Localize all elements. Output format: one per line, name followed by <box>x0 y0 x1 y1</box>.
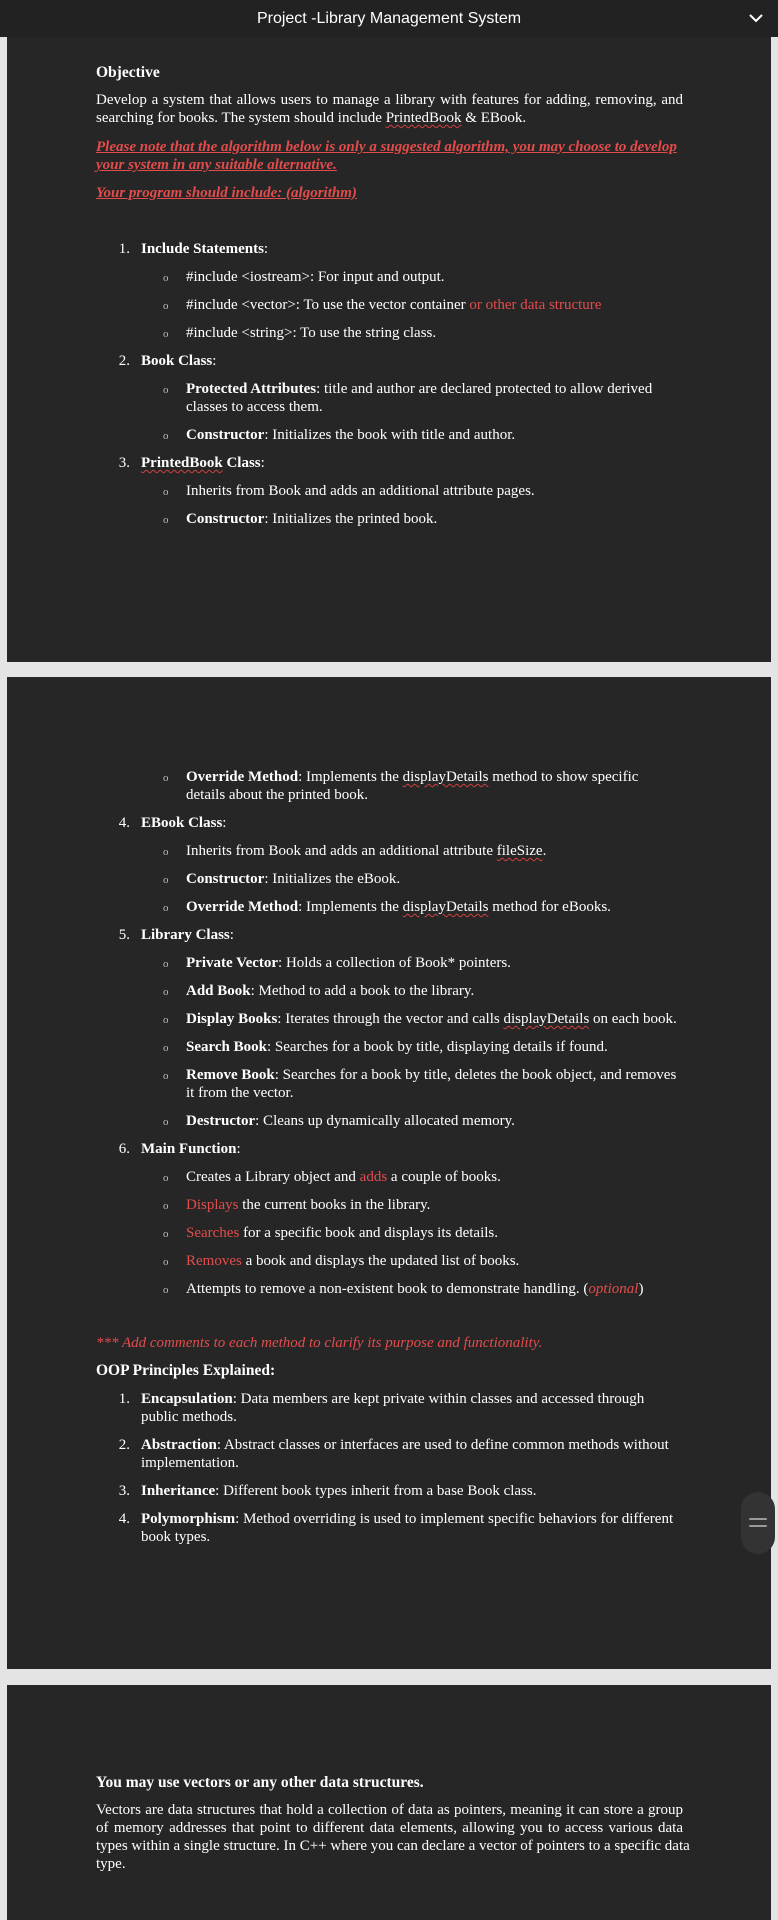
bullet: o <box>163 1116 169 1128</box>
bullet: o <box>163 958 169 970</box>
scroll-handle[interactable] <box>741 1492 775 1554</box>
list-item-continued: classes to access them. <box>186 399 323 415</box>
document-page-1 <box>7 37 771 662</box>
bullet: o <box>163 430 169 442</box>
section-book-class: Book Class: <box>141 353 217 369</box>
oop-item-polymorphism: Polymorphism: Method overriding is used to implement specific behaviors for different <box>141 1511 674 1527</box>
list-item: Constructor: Initializes the eBook. <box>186 871 401 887</box>
list-item: Constructor: Initializes the book with title and author. <box>186 427 516 443</box>
list-item: Destructor: Cleans up dynamically allocated memory. <box>186 1113 515 1129</box>
list-item: Override Method: Implements the displayDetails method to show specific <box>186 769 639 785</box>
objective-heading: Objective <box>96 64 160 81</box>
objective-text-line-2: searching for books. The system should include PrintedBook & EBook. <box>96 110 527 126</box>
document-page-3 <box>7 1685 771 1920</box>
bullet: o <box>163 384 169 396</box>
vectors-text-line-1: Vectors are data structures that hold a collection of data as pointers, meaning it can store a group <box>96 1802 683 1818</box>
bullet: o <box>163 272 169 284</box>
list-number: 6. <box>118 1141 130 1157</box>
bullet: o <box>163 1284 169 1296</box>
bullet: o <box>163 328 169 340</box>
section-main-function: Main Function: <box>141 1141 241 1157</box>
bullet: o <box>163 986 169 998</box>
oop-item-continued: implementation. <box>141 1455 239 1471</box>
bullet: o <box>163 902 169 914</box>
bullet: o <box>163 1228 169 1240</box>
oop-item-abstraction: Abstraction: Abstract classes or interfaces are used to define common methods without <box>141 1437 669 1453</box>
list-item: Override Method: Implements the displayDetails method for eBooks. <box>186 899 611 915</box>
section-library-class: Library Class: <box>141 927 234 943</box>
list-item: Creates a Library object and adds a couple of books. <box>186 1169 501 1185</box>
list-number: 3. <box>118 1483 130 1499</box>
bullet: o <box>163 300 169 312</box>
bullet: o <box>163 1070 169 1082</box>
list-item: #include <vector>: To use the vector container or other data structure <box>186 297 602 313</box>
bullet: o <box>163 846 169 858</box>
comments-note: *** Add comments to each method to clarify its purpose and functionality. <box>96 1335 543 1351</box>
document-page-2 <box>7 677 771 1669</box>
bullet: o <box>163 1256 169 1268</box>
list-number: 1. <box>118 241 130 257</box>
list-item: #include <iostream>: For input and output. <box>186 269 445 285</box>
vectors-text-line-4: type. <box>96 1856 126 1872</box>
list-item: Search Book: Searches for a book by title, displaying details if found. <box>186 1039 608 1055</box>
document-title: Project -Library Management System <box>256 10 522 27</box>
list-number: 2. <box>118 1437 130 1453</box>
list-item: Removes a book and displays the updated list of books. <box>186 1253 520 1269</box>
bullet: o <box>163 874 169 886</box>
list-item: Inherits from Book and adds an additional attribute fileSize. <box>186 843 547 859</box>
vectors-text-line-3: types within a single structure. In C++ where you can declare a vector of pointers to a specific data <box>96 1838 690 1854</box>
bullet: o <box>163 1200 169 1212</box>
list-number: 4. <box>118 815 130 831</box>
list-item: Protected Attributes: title and author are declared protected to allow derived <box>186 381 653 397</box>
section-printedbook-class: PrintedBook Class: <box>141 455 265 471</box>
list-item-continued: it from the vector. <box>186 1085 294 1101</box>
bullet: o <box>163 772 169 784</box>
list-item: Private Vector: Holds a collection of Book* pointers. <box>186 955 511 971</box>
list-number: 4. <box>118 1511 130 1527</box>
list-item: Remove Book: Searches for a book by title, deletes the book object, and removes <box>186 1067 677 1083</box>
list-number: 1. <box>118 1391 130 1407</box>
chevron-down-icon[interactable] <box>748 11 764 25</box>
oop-heading: OOP Principles Explained: <box>96 1362 276 1379</box>
oop-item-continued: book types. <box>141 1529 211 1545</box>
bullet: o <box>163 1014 169 1026</box>
algorithm-note-line-1: Please note that the algorithm below is only a suggested algorithm, you may choose to develop <box>96 139 677 155</box>
list-item: Attempts to remove a non-existent book to demonstrate handling. (optional) <box>186 1281 644 1297</box>
vectors-text-line-2: of memory addresses that point to different data elements, allowing you to access various data <box>96 1820 683 1836</box>
vectors-heading: You may use vectors or any other data structures. <box>96 1774 424 1791</box>
list-item: Inherits from Book and adds an additional attribute pages. <box>186 483 535 499</box>
list-item: Constructor: Initializes the printed book. <box>186 511 438 527</box>
objective-text-line-1: Develop a system that allows users to manage a library with features for adding, removing, and <box>96 92 683 108</box>
oop-item-encapsulation: Encapsulation: Data members are kept private within classes and accessed through <box>141 1391 645 1407</box>
list-item: Displays the current books in the library. <box>186 1197 431 1213</box>
list-item: Display Books: Iterates through the vector and calls displayDetails on each book. <box>186 1011 677 1027</box>
oop-item-continued: public methods. <box>141 1409 237 1425</box>
list-number: 5. <box>118 927 130 943</box>
oop-item-inheritance: Inheritance: Different book types inherit from a base Book class. <box>141 1483 537 1499</box>
section-include-statements: Include Statements: <box>141 241 269 257</box>
bullet: o <box>163 514 169 526</box>
algorithm-note-line-2: your system in any suitable alternative. <box>96 157 337 173</box>
list-item: Add Book: Method to add a book to the library. <box>186 983 475 999</box>
list-number: 3. <box>118 455 130 471</box>
bullet: o <box>163 1042 169 1054</box>
list-item-continued: details about the printed book. <box>186 787 369 803</box>
list-item: #include <string>: To use the string class. <box>186 325 437 341</box>
bullet: o <box>163 1172 169 1184</box>
list-number: 2. <box>118 353 130 369</box>
title-bar <box>0 0 778 37</box>
bullet: o <box>163 486 169 498</box>
program-include-heading: Your program should include: (algorithm) <box>96 185 357 201</box>
section-ebook-class: EBook Class: <box>141 815 227 831</box>
list-item: Searches for a specific book and displays its details. <box>186 1225 499 1241</box>
